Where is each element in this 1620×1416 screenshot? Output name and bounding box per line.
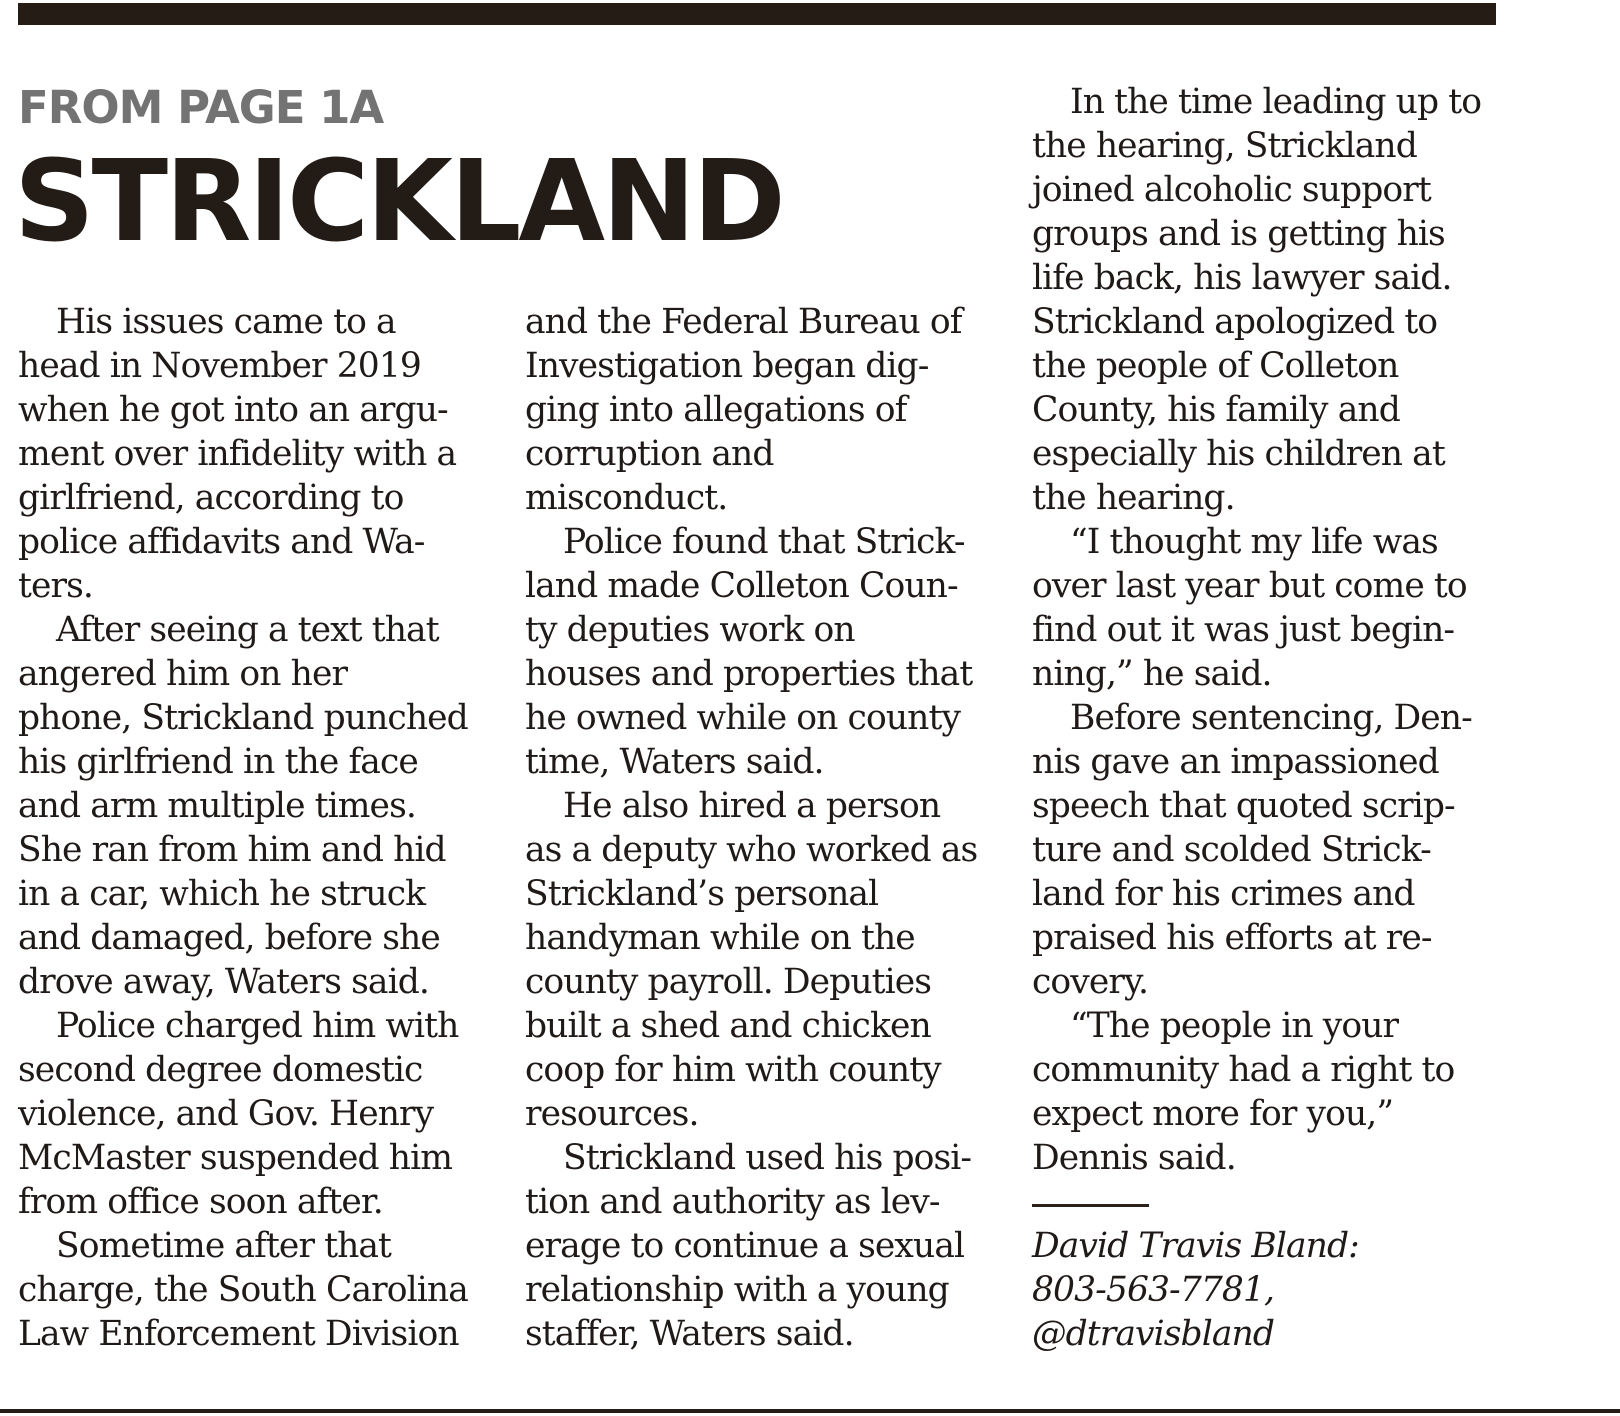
text-line: After seeing a text that bbox=[56, 610, 439, 650]
byline bbox=[1032, 1224, 1359, 1356]
text-line: ty deputies work on bbox=[525, 610, 855, 650]
text-line: drove away, Waters said. bbox=[18, 962, 429, 1002]
text-line: In the time leading up to bbox=[1070, 82, 1482, 122]
text-line: “The people in your bbox=[1070, 1006, 1399, 1046]
article-column-2 bbox=[525, 300, 1015, 1356]
text-line: ture and scolded Strick- bbox=[1032, 830, 1431, 870]
bottom-rule bbox=[0, 1409, 1620, 1413]
text-line: especially his children at bbox=[1032, 434, 1445, 474]
text-line: joined alcoholic support bbox=[1032, 170, 1431, 210]
article-column-1 bbox=[18, 300, 508, 1356]
text-line: houses and properties that bbox=[525, 654, 973, 694]
text-line: ning,” he said. bbox=[1032, 654, 1272, 694]
text-line: and the Federal Bureau of bbox=[525, 302, 962, 342]
text-line: and damaged, before she bbox=[18, 918, 440, 958]
article-column-3 bbox=[1032, 80, 1522, 1180]
text-line: as a deputy who worked as bbox=[525, 830, 978, 870]
byline-divider bbox=[1032, 1204, 1149, 1207]
text-line: Strickland’s personal bbox=[525, 874, 879, 914]
text-line: the hearing. bbox=[1032, 478, 1235, 518]
byline-name: David Travis Bland: bbox=[1032, 1226, 1359, 1266]
text-line: erage to continue a sexual bbox=[525, 1226, 965, 1266]
headline: STRICKLAND bbox=[14, 137, 783, 267]
text-line: land for his crimes and bbox=[1032, 874, 1415, 914]
text-line: from office soon after. bbox=[18, 1182, 383, 1222]
text-line: nis gave an impassioned bbox=[1032, 742, 1439, 782]
text-line: built a shed and chicken bbox=[525, 1006, 931, 1046]
text-line: violence, and Gov. Henry bbox=[18, 1094, 434, 1134]
text-line: Police found that Strick- bbox=[563, 522, 965, 562]
text-line: Sometime after that bbox=[56, 1226, 392, 1266]
text-line: praised his efforts at re- bbox=[1032, 918, 1432, 958]
text-line: second degree domestic bbox=[18, 1050, 423, 1090]
text-line: relationship with a young bbox=[525, 1270, 949, 1310]
text-line: Police charged him with bbox=[56, 1006, 459, 1046]
text-line: corruption and bbox=[525, 434, 774, 474]
text-line: ment over infidelity with a bbox=[18, 434, 457, 474]
text-line: and arm multiple times. bbox=[18, 786, 416, 826]
text-line: Investigation began dig- bbox=[525, 346, 929, 386]
text-line: expect more for you,” bbox=[1032, 1094, 1394, 1134]
byline-handle: @dtravisbland bbox=[1032, 1314, 1275, 1354]
text-line: the people of Colleton bbox=[1032, 346, 1399, 386]
text-line: over last year but come to bbox=[1032, 566, 1467, 606]
text-line: angered him on her bbox=[18, 654, 348, 694]
text-line: covery. bbox=[1032, 962, 1149, 1002]
text-line: coop for him with county bbox=[525, 1050, 941, 1090]
text-line: ging into allegations of bbox=[525, 390, 907, 430]
text-line: charge, the South Carolina bbox=[18, 1270, 468, 1310]
text-line: Strickland used his posi- bbox=[563, 1138, 972, 1178]
text-line: She ran from him and hid bbox=[18, 830, 446, 870]
text-line: tion and authority as lev- bbox=[525, 1182, 940, 1222]
text-line: girlfriend, according to bbox=[18, 478, 404, 518]
text-line: head in November 2019 bbox=[18, 346, 421, 386]
section-kicker: FROM PAGE 1A bbox=[18, 81, 384, 134]
text-line: He also hired a person bbox=[563, 786, 941, 826]
text-line: he owned while on county bbox=[525, 698, 961, 738]
text-line: life back, his lawyer said. bbox=[1032, 258, 1452, 298]
text-line: Law Enforcement Division bbox=[18, 1314, 459, 1354]
text-line: land made Colleton Coun- bbox=[525, 566, 958, 606]
text-line: in a car, which he struck bbox=[18, 874, 426, 914]
text-line: time, Waters said. bbox=[525, 742, 824, 782]
text-line: police affidavits and Wa- bbox=[18, 522, 425, 562]
text-line: his girlfriend in the face bbox=[18, 742, 418, 782]
text-line: phone, Strickland punched bbox=[18, 698, 468, 738]
text-line: when he got into an argu- bbox=[18, 390, 448, 430]
text-line: staffer, Waters said. bbox=[525, 1314, 854, 1354]
text-line: county payroll. Deputies bbox=[525, 962, 932, 1002]
text-line: handyman while on the bbox=[525, 918, 915, 958]
text-line: misconduct. bbox=[525, 478, 728, 518]
text-line: Strickland apologized to bbox=[1032, 302, 1438, 342]
text-line: “I thought my life was bbox=[1070, 522, 1438, 562]
text-line: the hearing, Strickland bbox=[1032, 126, 1417, 166]
text-line: speech that quoted scrip- bbox=[1032, 786, 1455, 826]
text-line: McMaster suspended him bbox=[18, 1138, 453, 1178]
text-line: Dennis said. bbox=[1032, 1138, 1236, 1178]
text-line: ters. bbox=[18, 566, 93, 606]
byline-phone: 803-563-7781, bbox=[1032, 1270, 1275, 1310]
text-line: Before sentencing, Den- bbox=[1070, 698, 1472, 738]
text-line: groups and is getting his bbox=[1032, 214, 1445, 254]
top-rule bbox=[18, 3, 1496, 25]
text-line: resources. bbox=[525, 1094, 699, 1134]
text-line: community had a right to bbox=[1032, 1050, 1455, 1090]
text-line: find out it was just begin- bbox=[1032, 610, 1455, 650]
text-line: His issues came to a bbox=[56, 302, 396, 342]
text-line: County, his family and bbox=[1032, 390, 1400, 430]
